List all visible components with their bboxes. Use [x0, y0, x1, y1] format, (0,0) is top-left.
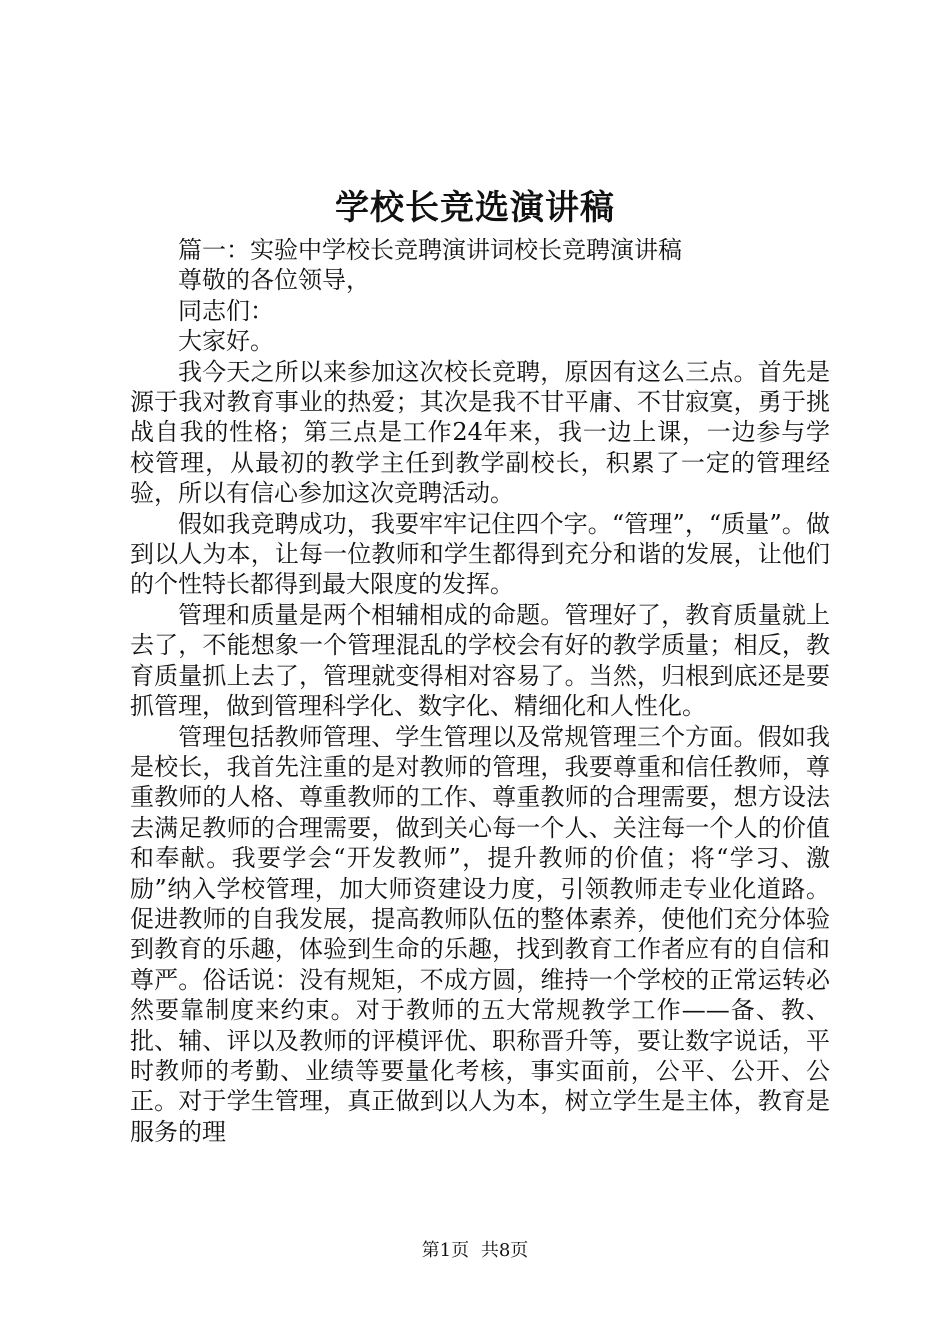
- page-total: 共8页: [480, 1240, 529, 1261]
- paragraph-reasons: 我今天之所以来参加这次校长竞聘，原因有这么三点。首先是源于我对教育事业的热爱；其次是我不甘平庸、不甘寂寞，勇于挑战自我的性格；第三点是工作24年来，我一边上课，一边参与学校管理，从最初的教学主任到教学副校长，积累了一定的管理经验，所以有信心参加这次竞聘活动。: [130, 357, 830, 508]
- paragraph-greeting: 大家好。: [178, 327, 274, 356]
- page-number: 第1页: [421, 1240, 470, 1261]
- document-body: [130, 235, 830, 1147]
- page-footer: [0, 1238, 950, 1264]
- paragraph-salutation: 尊敬的各位领导，: [178, 266, 370, 295]
- document-title: 学校长竞选演讲稿: [335, 188, 615, 228]
- paragraph-four-words: 假如我竞聘成功，我要牢牢记住四个字。“管理”，“质量”。做到以人为本，让每一位教师和学生都得到充分和谐的发展，让他们的个性特长都得到最大限度的发挥。: [130, 509, 830, 599]
- paragraph-management-details: 管理包括教师管理、学生管理以及常规管理三个方面。假如我是校长，我首先注重的是对教师的管理，我要尊重和信任教师，尊重教师的人格、尊重教师的工作、尊重教师的合理需要，想方设法去满足教师的合理需要，做到关心每一个人、关注每一个人的价值和奉献。我要学会“开发教师”，提升教师的价值；将“学习、激励”纳入学校管理，加大师资建设力度，引领教师走专业化道路。促进教师的自我发展，提高教师队伍的整体素养，使他们充分体验到教育的乐趣，体验到生命的乐趣，找到教育工作者应有的自信和尊严。俗话说：没有规矩，不成方圆，维持一个学校的正常运转必然要靠制度来约束。对于教师的五大常规教学工作——备、教、批、辅、评以及教师的评模评优、职称晋升等，要让数字说话，平时教师的考勤、业绩等要量化考核，事实面前，公平、公开、公正。对于学生管理，真正做到以人为本，树立学生是主体，教育是服务的理: [130, 722, 830, 1146]
- paragraph-heading: 篇一：实验中学校长竞聘演讲词校长竞聘演讲稿: [178, 236, 682, 264]
- paragraph-management-quality: 管理和质量是两个相辅相成的命题。管理好了，教育质量就上去了，不能想象一个管理混乱的学校会有好的教学质量；相反，教育质量抓上去了，管理就变得相对容易了。当然，归根到底还是要抓管理，做到管理科学化、数字化、精细化和人性化。: [130, 600, 830, 721]
- paragraph-salutation-2: 同志们：: [178, 296, 274, 325]
